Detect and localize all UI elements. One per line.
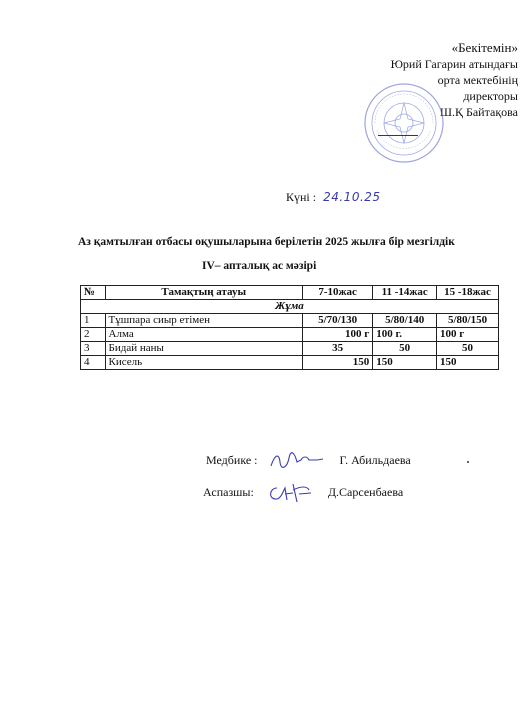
portion-7-10: 5/70/130 [302, 314, 372, 328]
approval-position: директоры [463, 89, 518, 103]
dish-name: Кисель [105, 356, 302, 370]
approval-director-name: Ш.Қ Байтақова [439, 105, 518, 119]
school-seal-stamp [363, 82, 445, 164]
row-number: 2 [81, 328, 106, 342]
dish-name: Тұшпара сиыр етімен [105, 314, 302, 328]
dish-name: Бидай наны [105, 342, 302, 356]
nurse-signature [267, 450, 327, 472]
header-number: № [81, 286, 106, 300]
portion-15-18: 50 [437, 342, 499, 356]
menu-heading: Аз қамтылған отбасы оқушыларына берілетін 2025 жылға бір мезгілдік [78, 236, 455, 248]
table-header-row [81, 286, 499, 300]
portion-11-14: 50 [373, 342, 437, 356]
stray-mark [467, 461, 469, 463]
dish-name: Алма [105, 328, 302, 342]
row-number: 3 [81, 342, 106, 356]
date-value: 24.10.25 [323, 190, 381, 204]
portion-11-14: 150 [373, 356, 437, 370]
date-row [286, 190, 381, 205]
table-row [81, 328, 499, 342]
row-number: 1 [81, 314, 106, 328]
day-row [81, 300, 499, 314]
nurse-signature-line [206, 450, 411, 472]
portion-11-14: 100 г. [373, 328, 437, 342]
table-row [81, 314, 499, 328]
menu-table [80, 285, 499, 370]
cook-name: Д.Сарсенбаева [327, 484, 404, 499]
date-label: Күні : [286, 190, 317, 204]
table-row [81, 342, 499, 356]
portion-7-10: 35 [302, 342, 372, 356]
header-age-7-10: 7-10жас [302, 286, 372, 300]
portion-11-14: 5/80/140 [373, 314, 437, 328]
header-dish-name: Тамақтың атауы [105, 286, 302, 300]
approval-title: «Бекітемін» [451, 40, 518, 55]
cook-signature-line [203, 480, 403, 506]
portion-15-18: 5/80/150 [437, 314, 499, 328]
header-age-11-14: 11 -14жас [373, 286, 437, 300]
row-number: 4 [81, 356, 106, 370]
cook-role: Аспазшы: [203, 484, 254, 499]
approval-school-type: орта мектебінің [437, 73, 518, 87]
approval-school: Юрий Гагарин атындағы [390, 57, 518, 71]
day-label: Жұма [81, 300, 499, 314]
portion-7-10: 150 [302, 356, 372, 370]
nurse-role: Медбике : [206, 452, 258, 467]
nurse-name: Г. Абильдаева [339, 452, 411, 467]
cook-signature [263, 480, 319, 506]
week-menu-heading: IV– апталық ас мәзірі [202, 260, 317, 272]
director-signature [378, 135, 418, 136]
header-age-15-18: 15 -18жас [437, 286, 499, 300]
table-row [81, 356, 499, 370]
portion-15-18: 150 [437, 356, 499, 370]
portion-7-10: 100 г [302, 328, 372, 342]
portion-15-18: 100 г [437, 328, 499, 342]
